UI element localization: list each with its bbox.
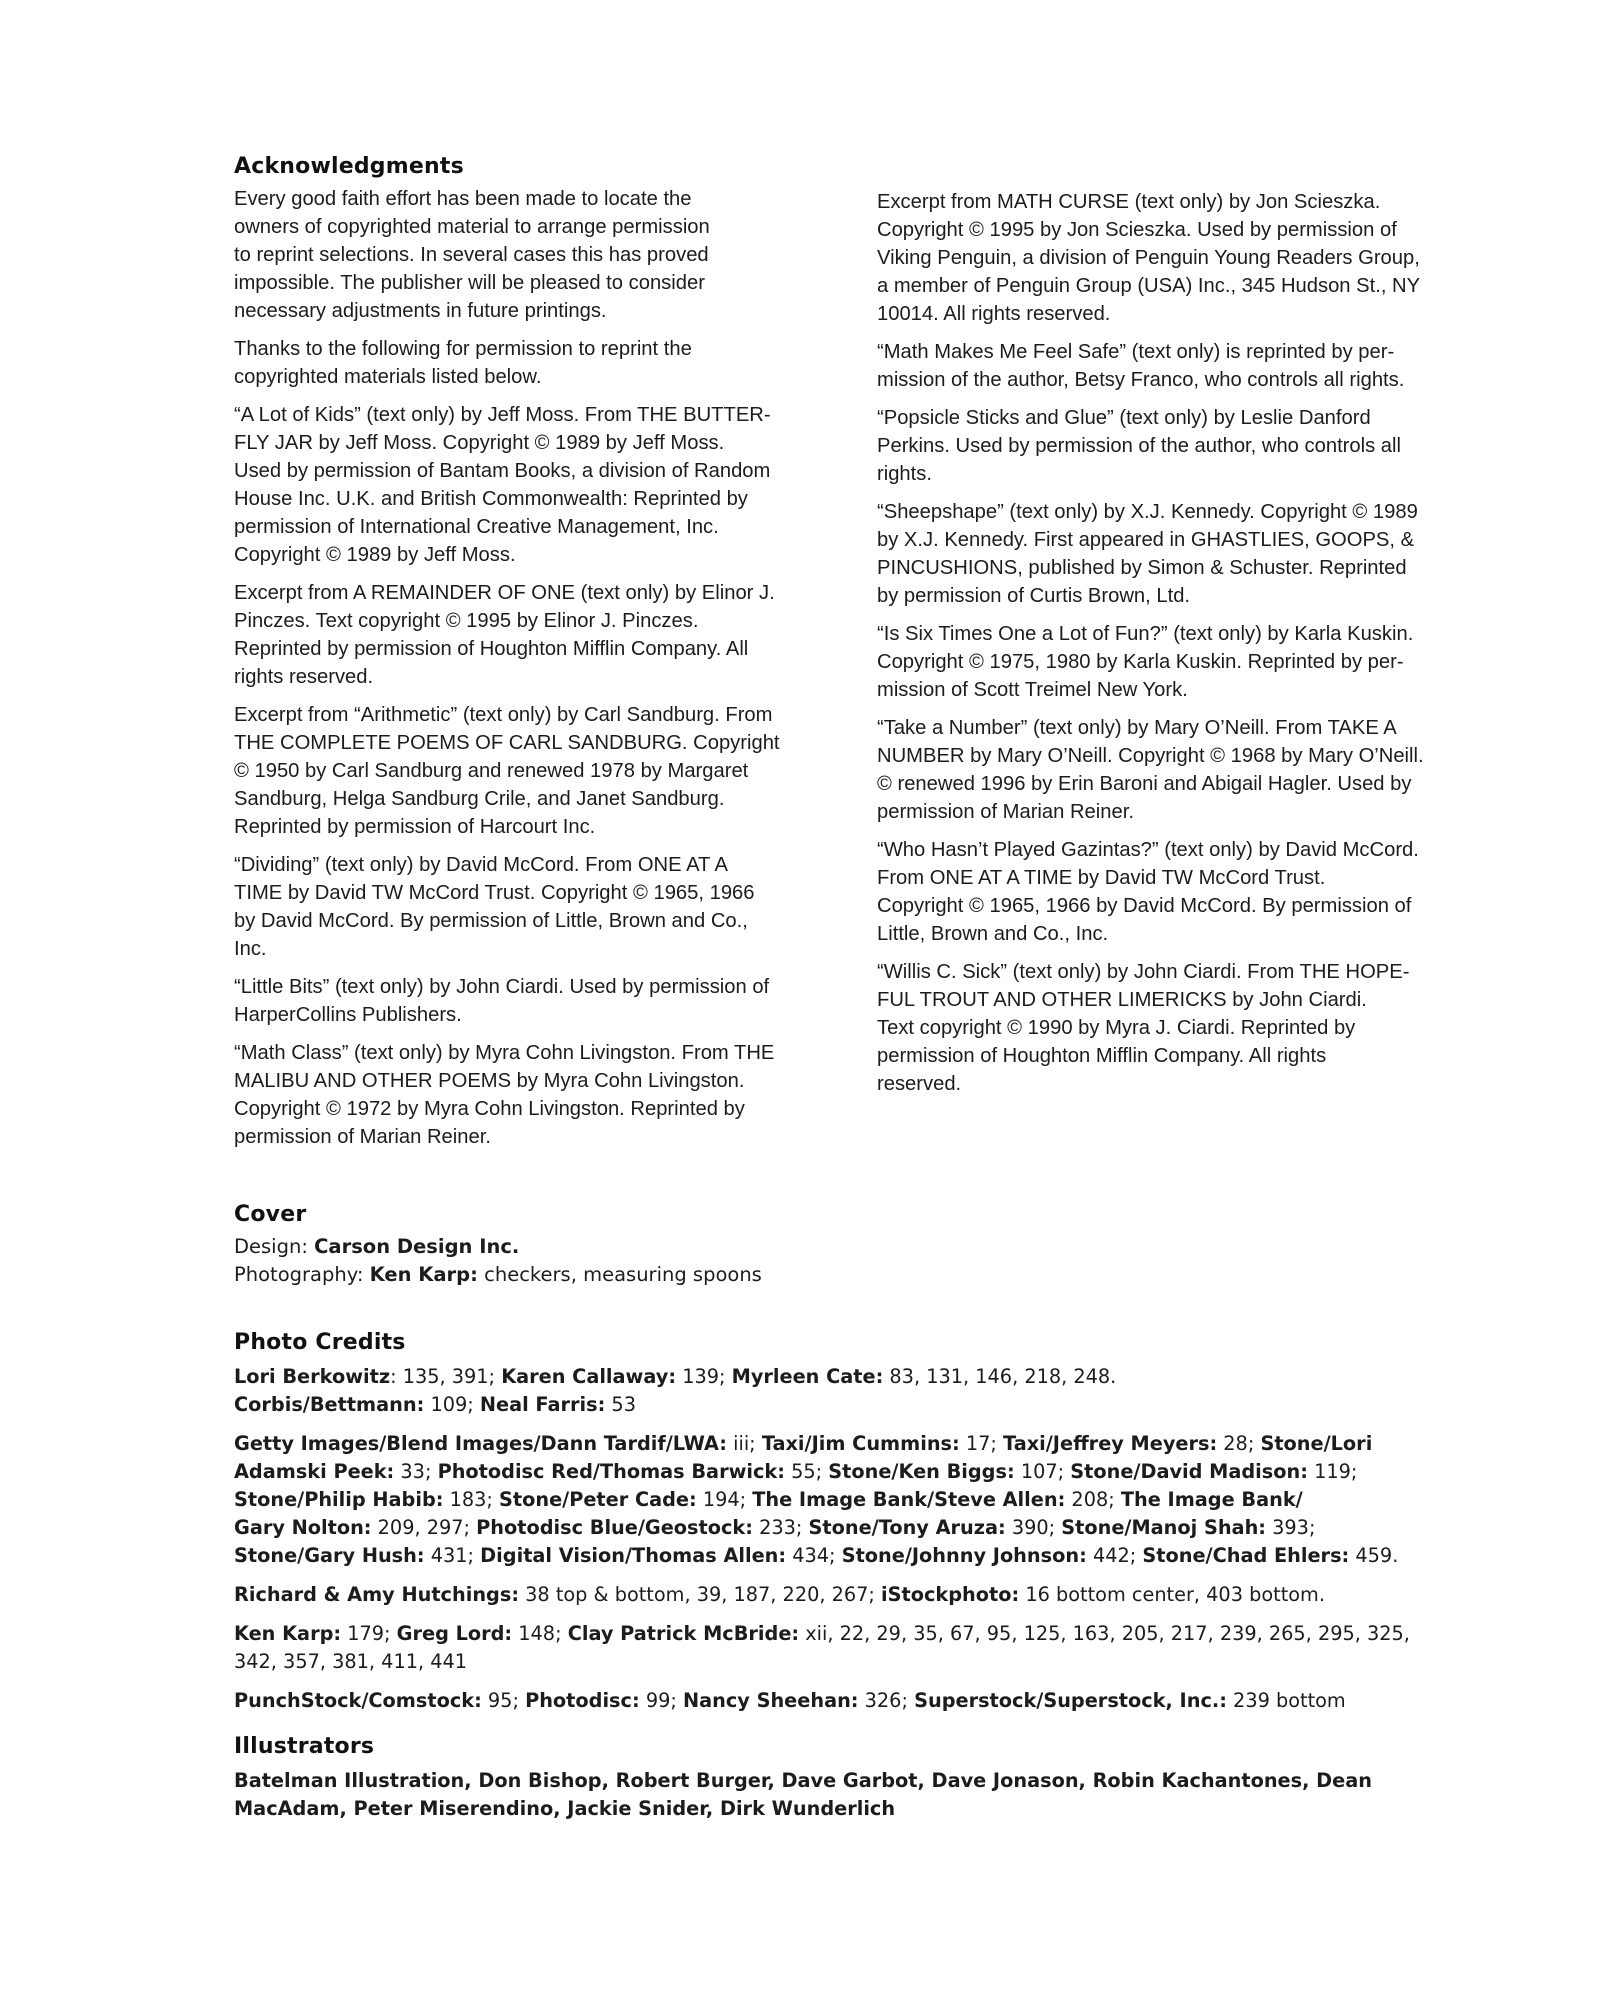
credit-source: Stone/Peter Cade: xyxy=(499,1488,697,1511)
credit-source: Stone/Johnny Johnson: xyxy=(841,1544,1087,1567)
design-label: Design: xyxy=(234,1235,315,1258)
photo-credits-body xyxy=(234,1363,1464,1715)
credit-pages: 208; xyxy=(1065,1488,1121,1511)
credit-pages: 28; xyxy=(1217,1432,1261,1455)
cover-photography-line xyxy=(234,1261,1434,1289)
credit-source: The Image Bank/Steve Allen: xyxy=(752,1488,1066,1511)
ack-paragraph: “Take a Number” (text only) by Mary O’Neill. From TAKE A NUMBER by Mary O’Neill. Copyright © 1968 by Mary O’Neill. © renewed 1996 by Erin Baroni and Abigail Hagler. Used by permission of Marian Reiner. xyxy=(877,717,1424,823)
ack-paragraph: “Who Hasn’t Played Gazintas?” (text only) by David McCord. From ONE AT A TIME by David TW McCord Trust. Copyright © 1965, 1966 by David McCord. By permission of Little, Brown and Co., Inc. xyxy=(877,839,1419,945)
credit-source: Richard & Amy Hutchings: xyxy=(234,1583,520,1606)
credit-pages: 53 xyxy=(605,1393,636,1416)
credit-source: Greg Lord: xyxy=(396,1622,513,1645)
ack-paragraph: “Math Makes Me Feel Safe” (text only) is reprinted by per- mission of the author, Betsy Franco, who controls all rights. xyxy=(877,341,1405,391)
credit-source: Myrleen Cate: xyxy=(731,1365,884,1388)
credit-pages: 119; xyxy=(1314,1460,1358,1483)
credit-source: Stone/David Madison: xyxy=(1070,1460,1308,1483)
ack-paragraph: Excerpt from MATH CURSE (text only) by Jon Scieszka. Copyright © 1995 by Jon Scieszka. Used by permission of Viking Penguin, a division of Penguin Young Readers Group, a member of Penguin Group (USA) Inc., 345 Hudson St., NY 10014. All rights reserved. xyxy=(877,191,1421,325)
credit-pages: 95; xyxy=(481,1689,526,1712)
credit-pages: 16 bottom center, 403 bottom. xyxy=(1019,1583,1325,1606)
credit-pages: 38 top & bottom, 39, 187, 220, 267; xyxy=(519,1583,882,1606)
ack-paragraph: “Dividing” (text only) by David McCord. From ONE AT A TIME by David TW McCord Trust. Copyright © 1965, 1966 by David McCord. By permission of Little, Brown and Co., Inc. xyxy=(234,854,755,960)
photo-credits-heading: Photo Credits xyxy=(234,1330,406,1355)
credit-source: iStockphoto: xyxy=(881,1583,1020,1606)
ack-paragraph: “A Lot of Kids” (text only) by Jeff Moss. From THE BUTTER- FLY JAR by Jeff Moss. Copyright © 1989 by Jeff Moss. Used by permission of Bantam Books, a division of Random House Inc. U.K. and British Commonwealth: Reprinted by permission of International Creative Management, Inc. Copyright © 1989 by Jeff Moss. xyxy=(234,404,771,566)
credit-source: The Image Bank/ Gary Nolton: xyxy=(234,1488,1303,1539)
acknowledgments-left-column xyxy=(234,154,824,1161)
credit-pages: 209, 297; xyxy=(371,1516,477,1539)
credit-source: Neal Farris: xyxy=(479,1393,606,1416)
credit-pages: 109; xyxy=(424,1393,480,1416)
ack-paragraph: “Sheepshape” (text only) by X.J. Kennedy. Copyright © 1989 by X.J. Kennedy. First appeared in GHASTLIES, GOOPS, & PINCUSHIONS, published by Simon & Schuster. Reprinted by permission of Curtis Brown, Ltd. xyxy=(877,501,1418,607)
credit-source: Corbis/Bettmann: xyxy=(234,1393,425,1416)
ack-paragraph: “Math Class” (text only) by Myra Cohn Livingston. From THE MALIBU AND OTHER POEMS by Myra Cohn Livingston. Copyright © 1972 by Myra Cohn Livingston. Reprinted by permission of Marian Reiner. xyxy=(234,1042,775,1148)
photo-credits-section xyxy=(234,1330,1464,1726)
credit-pages: 431; xyxy=(424,1544,481,1567)
credit-source: Digital Vision/Thomas Allen: xyxy=(480,1544,787,1567)
photo-credit-paragraph xyxy=(234,1581,1464,1609)
credit-pages: iii; xyxy=(726,1432,762,1455)
credit-source: Nancy Sheehan: xyxy=(682,1689,859,1712)
credit-source: Photodisc Red/Thomas Barwick: xyxy=(437,1460,785,1483)
credit-source: Stone/Philip Habib: xyxy=(234,1488,444,1511)
credit-source: Stone/Gary Hush: xyxy=(234,1544,425,1567)
photo-credit-paragraph xyxy=(234,1620,1464,1676)
credit-pages: 459. xyxy=(1349,1544,1399,1567)
credit-source: Taxi/Jim Cummins: xyxy=(761,1432,960,1455)
photo-credit-paragraph xyxy=(234,1430,1464,1570)
credit-pages: 83, 131, 146, 218, 248. xyxy=(889,1365,1117,1388)
credit-source: Stone/Tony Aruza: xyxy=(808,1516,1006,1539)
photography-value: Ken Karp: xyxy=(369,1263,478,1286)
photography-detail: checkers, measuring spoons xyxy=(477,1263,762,1286)
credit-pages: : 135, 391; xyxy=(390,1365,502,1388)
ack-paragraph: Excerpt from A REMAINDER OF ONE (text only) by Elinor J. Pinczes. Text copyright © 1995 by Elinor J. Pinczes. Reprinted by permission of Houghton Mifflin Company. All rights reserved. xyxy=(234,582,775,688)
credit-source: Stone/Chad Ehlers: xyxy=(1142,1544,1350,1567)
photo-credit-paragraph xyxy=(234,1687,1464,1715)
ack-paragraph: “Willis C. Sick” (text only) by John Ciardi. From THE HOPE- FUL TROUT AND OTHER LIMERICKS by John Ciardi. Text copyright © 1990 by Myra J. Ciardi. Reprinted by permission of Houghton Mifflin Company. All rights reserved. xyxy=(877,961,1410,1095)
cover-section xyxy=(234,1202,1434,1289)
photo-credit-paragraph xyxy=(234,1363,1464,1419)
cover-heading: Cover xyxy=(234,1202,307,1227)
credit-pages: 239 bottom xyxy=(1226,1689,1346,1712)
credit-pages: 99; xyxy=(639,1689,683,1712)
credit-pages: 55; xyxy=(784,1460,829,1483)
credit-source: Lori Berkowitz xyxy=(234,1365,391,1388)
acknowledgments-right-column xyxy=(877,188,1467,1108)
acknowledgments-heading: Acknowledgments xyxy=(234,154,464,179)
credit-pages: 326; xyxy=(858,1689,915,1712)
credit-pages: 139; xyxy=(676,1365,732,1388)
illustrators-section xyxy=(234,1734,1464,1823)
credit-source: Photodisc Blue/Geostock: xyxy=(476,1516,753,1539)
credit-pages: 194; xyxy=(696,1488,753,1511)
credit-pages: xii, 22, 29, 35, 67, 95, 125, 163, 205, 217, 239, 265, 295, 325, 342, 357, 381, 411, 441 xyxy=(234,1622,1410,1673)
ack-paragraph: Thanks to the following for permission to reprint the copyrighted materials listed below. xyxy=(234,338,692,388)
credit-pages: 393; xyxy=(1272,1516,1316,1539)
ack-paragraph: Every good faith effort has been made to locate the owners of copyrighted material to arrange permission to reprint selections. In several cases this has proved impossible. The publisher will be pleased to consider necessary adjustments in future printings. xyxy=(234,188,710,322)
credit-source: Superstock/Superstock, Inc.: xyxy=(914,1689,1227,1712)
credit-source: Stone/Ken Biggs: xyxy=(828,1460,1015,1483)
ack-paragraph: “Popsicle Sticks and Glue” (text only) by Leslie Danford Perkins. Used by permission of the author, who controls all rights. xyxy=(877,407,1402,485)
credit-pages: 434; xyxy=(786,1544,842,1567)
illustrators-heading: Illustrators xyxy=(234,1734,375,1759)
ack-paragraph: “Little Bits” (text only) by John Ciardi. Used by permission of HarperCollins Publishers. xyxy=(234,976,770,1026)
credit-pages: 148; xyxy=(512,1622,568,1645)
credit-source: Clay Patrick McBride: xyxy=(567,1622,800,1645)
credit-source: PunchStock/Comstock: xyxy=(234,1689,482,1712)
credit-pages: 33; xyxy=(394,1460,438,1483)
credit-pages: 179; xyxy=(341,1622,397,1645)
cover-design-line xyxy=(234,1233,1434,1261)
design-value: Carson Design Inc. xyxy=(314,1235,520,1258)
credit-pages: 233; xyxy=(752,1516,809,1539)
credit-source: Photodisc: xyxy=(525,1689,640,1712)
credit-source: Karen Callaway: xyxy=(501,1365,677,1388)
credit-pages: 107; xyxy=(1014,1460,1071,1483)
credit-source: Stone/Lori Adamski Peek: xyxy=(234,1432,1373,1483)
ack-paragraph: Excerpt from “Arithmetic” (text only) by Carl Sandburg. From THE COMPLETE POEMS OF CARL SANDBURG. Copyright © 1950 by Carl Sandburg and renewed 1978 by Margaret Sandburg, Helga Sandburg Crile, and Janet Sandburg. Reprinted by permission of Harcourt Inc. xyxy=(234,704,780,838)
photography-label: Photography: xyxy=(234,1263,370,1286)
credit-source: Ken Karp: xyxy=(234,1622,342,1645)
ack-paragraph: “Is Six Times One a Lot of Fun?” (text only) by Karla Kuskin. Copyright © 1975, 1980 by Karla Kuskin. Reprinted by per- mission of Scott Treimel New York. xyxy=(877,623,1414,701)
credit-pages: 17; xyxy=(959,1432,1004,1455)
illustrators-names: Batelman Illustration, Don Bishop, Robert Burger, Dave Garbot, Dave Jonason, Robin Kachantones, Dean MacAdam, Peter Miserendino, Jackie Snider, Dirk Wunderlich xyxy=(234,1769,1372,1820)
credit-source: Taxi/Jeffrey Meyers: xyxy=(1003,1432,1218,1455)
credit-pages: 183; xyxy=(443,1488,500,1511)
credit-source: Stone/Manoj Shah: xyxy=(1061,1516,1267,1539)
credit-pages: 390; xyxy=(1005,1516,1062,1539)
credit-source: Getty Images/Blend Images/Dann Tardif/LWA: xyxy=(234,1432,727,1455)
credit-pages: 442; xyxy=(1086,1544,1143,1567)
